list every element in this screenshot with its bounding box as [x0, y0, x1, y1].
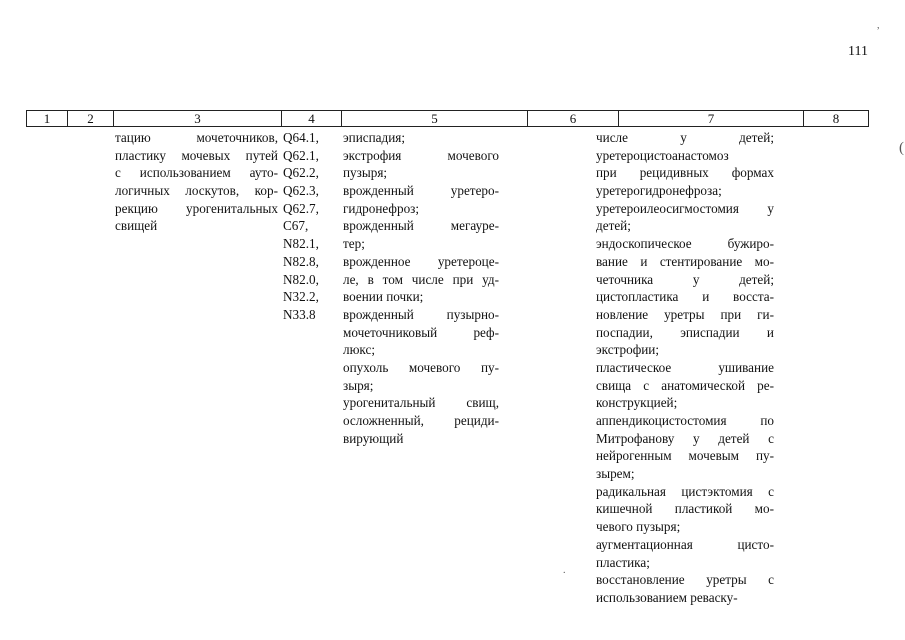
header-cell-6: 6	[528, 111, 619, 126]
header-cell-3: 3	[114, 111, 282, 126]
text-line: врожденный мегауре-	[343, 218, 499, 234]
page-number: 111	[848, 44, 868, 59]
text-line: воении почки;	[343, 289, 424, 305]
text-line: четочника у детей;	[596, 271, 774, 287]
text-line: осложненный, рециди-	[343, 413, 499, 428]
text-line: Q64.1,	[283, 130, 319, 145]
text-line: восстановление уретры с	[596, 572, 774, 588]
text-line: N33.8	[283, 306, 316, 322]
text-line: Митрофанову у детей с	[596, 430, 774, 446]
text-line: цистопластика и восста-	[596, 289, 774, 305]
text-line: урогенитальный свищ,	[343, 395, 499, 411]
column-4-codes	[283, 129, 339, 324]
text-line: нейрогенным мочевым пу-	[596, 448, 774, 464]
text-line: уретероилеосигмостомия у	[596, 200, 774, 216]
text-line: мочеточниковый реф-	[343, 324, 499, 340]
text-line: новление уретры при ги-	[596, 306, 774, 322]
column-3-text	[115, 129, 278, 235]
text-line: N32.2,	[283, 289, 319, 305]
text-line: пластику мочевых путей	[115, 147, 278, 163]
text-line: C67,	[283, 218, 309, 234]
text-line: врожденное уретероце-	[343, 253, 499, 269]
text-line: N82.0,	[283, 271, 319, 287]
text-line: люкс;	[343, 342, 376, 358]
text-line: конструкцией;	[596, 395, 678, 411]
text-line: пузыря;	[343, 165, 388, 181]
table-header-row	[26, 110, 869, 127]
text-line: опухоль мочевого пу-	[343, 359, 499, 375]
text-line: N82.8,	[283, 253, 319, 269]
text-line: экстрофии;	[596, 342, 660, 358]
scan-mark: .	[563, 565, 566, 576]
text-line: N82.1,	[283, 236, 319, 252]
scan-mark: (	[899, 140, 904, 156]
text-line: тацию мочеточников,	[115, 130, 278, 145]
text-line: числе у детей;	[596, 130, 774, 145]
text-line: вирующий	[343, 430, 404, 446]
text-line: с использованием ауто-	[115, 165, 278, 181]
text-line: Q62.1,	[283, 147, 319, 163]
text-line: поспадии, эписпадии и	[596, 324, 774, 340]
text-line: пластическое ушивание	[596, 359, 774, 375]
text-line: тер;	[343, 236, 365, 252]
scan-mark: ,	[877, 20, 880, 31]
text-line: при рецидивных формах	[596, 165, 774, 181]
text-line: Q62.3,	[283, 183, 319, 199]
text-line: ле, в том числе при уд-	[343, 271, 499, 287]
text-line: радикальная цистэктомия с	[596, 483, 774, 499]
text-line: свища с анатомической ре-	[596, 377, 774, 393]
text-line: уретероцистоанастомоз	[596, 147, 729, 163]
text-line: детей;	[596, 218, 631, 234]
header-cell-7: 7	[619, 111, 804, 126]
text-line: экстрофия мочевого	[343, 147, 499, 163]
header-cell-4: 4	[282, 111, 342, 126]
text-line: аппендикоцистостомия по	[596, 413, 774, 428]
text-line: Q62.7,	[283, 200, 319, 216]
column-5-text	[343, 129, 499, 447]
text-line: зырем;	[596, 466, 635, 482]
text-line: зыря;	[343, 377, 374, 393]
text-line: уретерогидронефроза;	[596, 183, 722, 199]
text-line: врожденный пузырно-	[343, 306, 499, 322]
text-line: рекцию урогенитальных	[115, 200, 278, 216]
text-line: эписпадия;	[343, 130, 406, 145]
text-line: чевого пузыря;	[596, 519, 681, 535]
text-line: логичных лоскутов, кор-	[115, 183, 278, 199]
text-line: пластика;	[596, 554, 650, 570]
column-7-text	[596, 129, 774, 607]
header-cell-8: 8	[832, 111, 840, 126]
text-line: эндоскопическое бужиро-	[596, 236, 774, 252]
header-cell-2: 2	[68, 111, 114, 126]
text-line: гидронефроз;	[343, 200, 420, 216]
header-cell-1: 1	[27, 111, 68, 126]
text-line: использованием реваску-	[596, 589, 738, 605]
text-line: аугментационная цисто-	[596, 536, 774, 552]
header-cell-5: 5	[342, 111, 528, 126]
text-line: свищей	[115, 218, 158, 234]
text-line: кишечной пластикой мо-	[596, 501, 774, 517]
text-line: врожденный уретеро-	[343, 183, 499, 199]
text-line: Q62.2,	[283, 165, 319, 181]
text-line: вание и стентирование мо-	[596, 253, 774, 269]
